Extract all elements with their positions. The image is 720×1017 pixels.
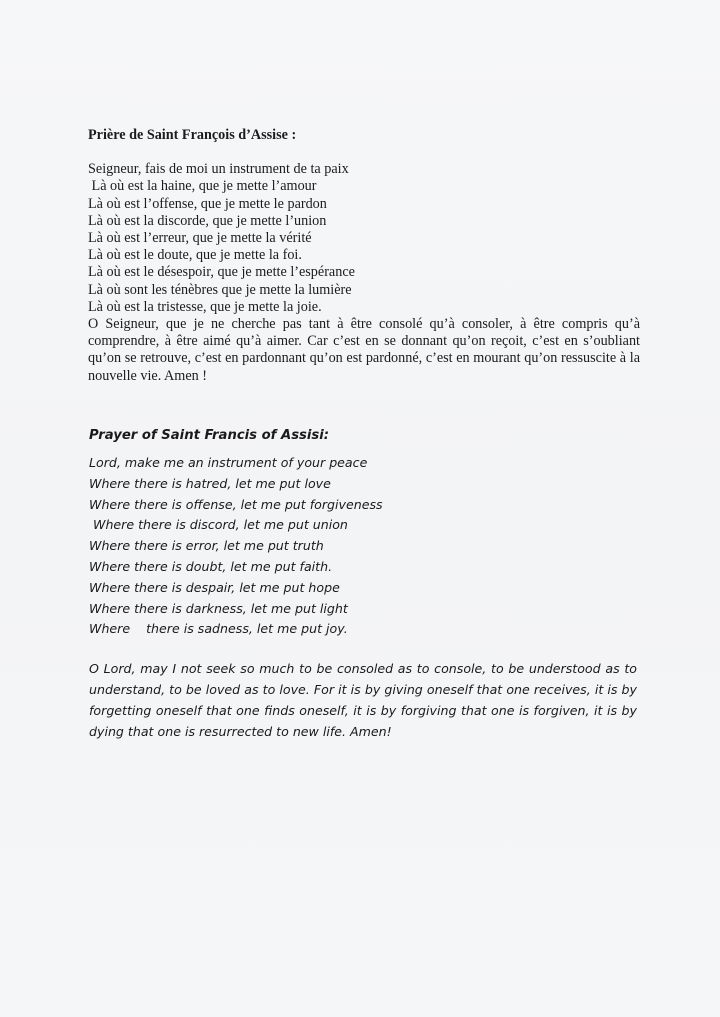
- english-prayer-line: Where there is despair, let me put hope: [89, 579, 340, 595]
- english-prayer-line: Lord, make me an instrument of your peace: [89, 455, 368, 470]
- french-prayer-line: Là où est la haine, que je mette l’amour: [88, 178, 317, 195]
- english-prayer: [89, 423, 637, 743]
- french-prayer-line: Seigneur, fais de moi un instrument de ta paix: [88, 161, 349, 178]
- french-prayer: [88, 127, 640, 385]
- english-prayer-line: Where there is offense, let me put forgiveness: [89, 496, 383, 512]
- french-prayer-line: Là où est l’offense, que je mette le pardon: [88, 195, 327, 212]
- english-prayer-closing: O Lord, may I not seek so much to be consoled as to console, to be understood as to understand, to be loved as to love. For it is by giving oneself that one receives, it is by forgetting oneself that one finds oneself, it is by forgiving that one is forgiven, it is by dying that one is resurrected to new life. Amen!: [89, 661, 637, 739]
- english-prayer-line: Where there is sadness, let me put joy.: [89, 621, 348, 637]
- english-prayer-title: Prayer of Saint Francis of Assisi:: [89, 428, 330, 443]
- french-prayer-line: Là où est la tristesse, que je mette la joie.: [88, 298, 322, 315]
- french-prayer-line: Là où est la discorde, que je mette l’union: [88, 212, 327, 229]
- english-prayer-line: Where there is hatred, let me put love: [89, 475, 331, 491]
- english-prayer-line: Where there is darkness, let me put light: [89, 600, 348, 616]
- french-prayer-line: Là où est l’erreur, que je mette la vérité: [88, 230, 312, 247]
- english-prayer-line: Where there is doubt, let me put faith.: [89, 558, 333, 574]
- french-prayer-title: Prière de Saint François d’Assise :: [88, 127, 297, 143]
- english-prayer-line: Where there is error, let me put truth: [89, 538, 324, 554]
- french-prayer-line: Là où est le désespoir, que je mette l’espérance: [88, 264, 355, 281]
- french-prayer-line: Là où sont les ténèbres que je mette la lumière: [88, 281, 352, 298]
- english-prayer-line: Where there is discord, let me put union: [89, 517, 348, 533]
- french-prayer-line: Là où est le doute, que je mette la foi.: [88, 247, 302, 264]
- french-prayer-closing: O Seigneur, que je ne cherche pas tant à être consolé qu’à consoler, à être compris qu’à comprendre, à être aimé qu’à aimer. Car c’est en se donnant qu’on reçoit, c’est en s’oubliant qu’on se retrouve, c’est en pardonnant qu’on est pardonné, c’est en mourant qu’on ressuscite à la nouvelle vie. Amen !: [88, 316, 640, 384]
